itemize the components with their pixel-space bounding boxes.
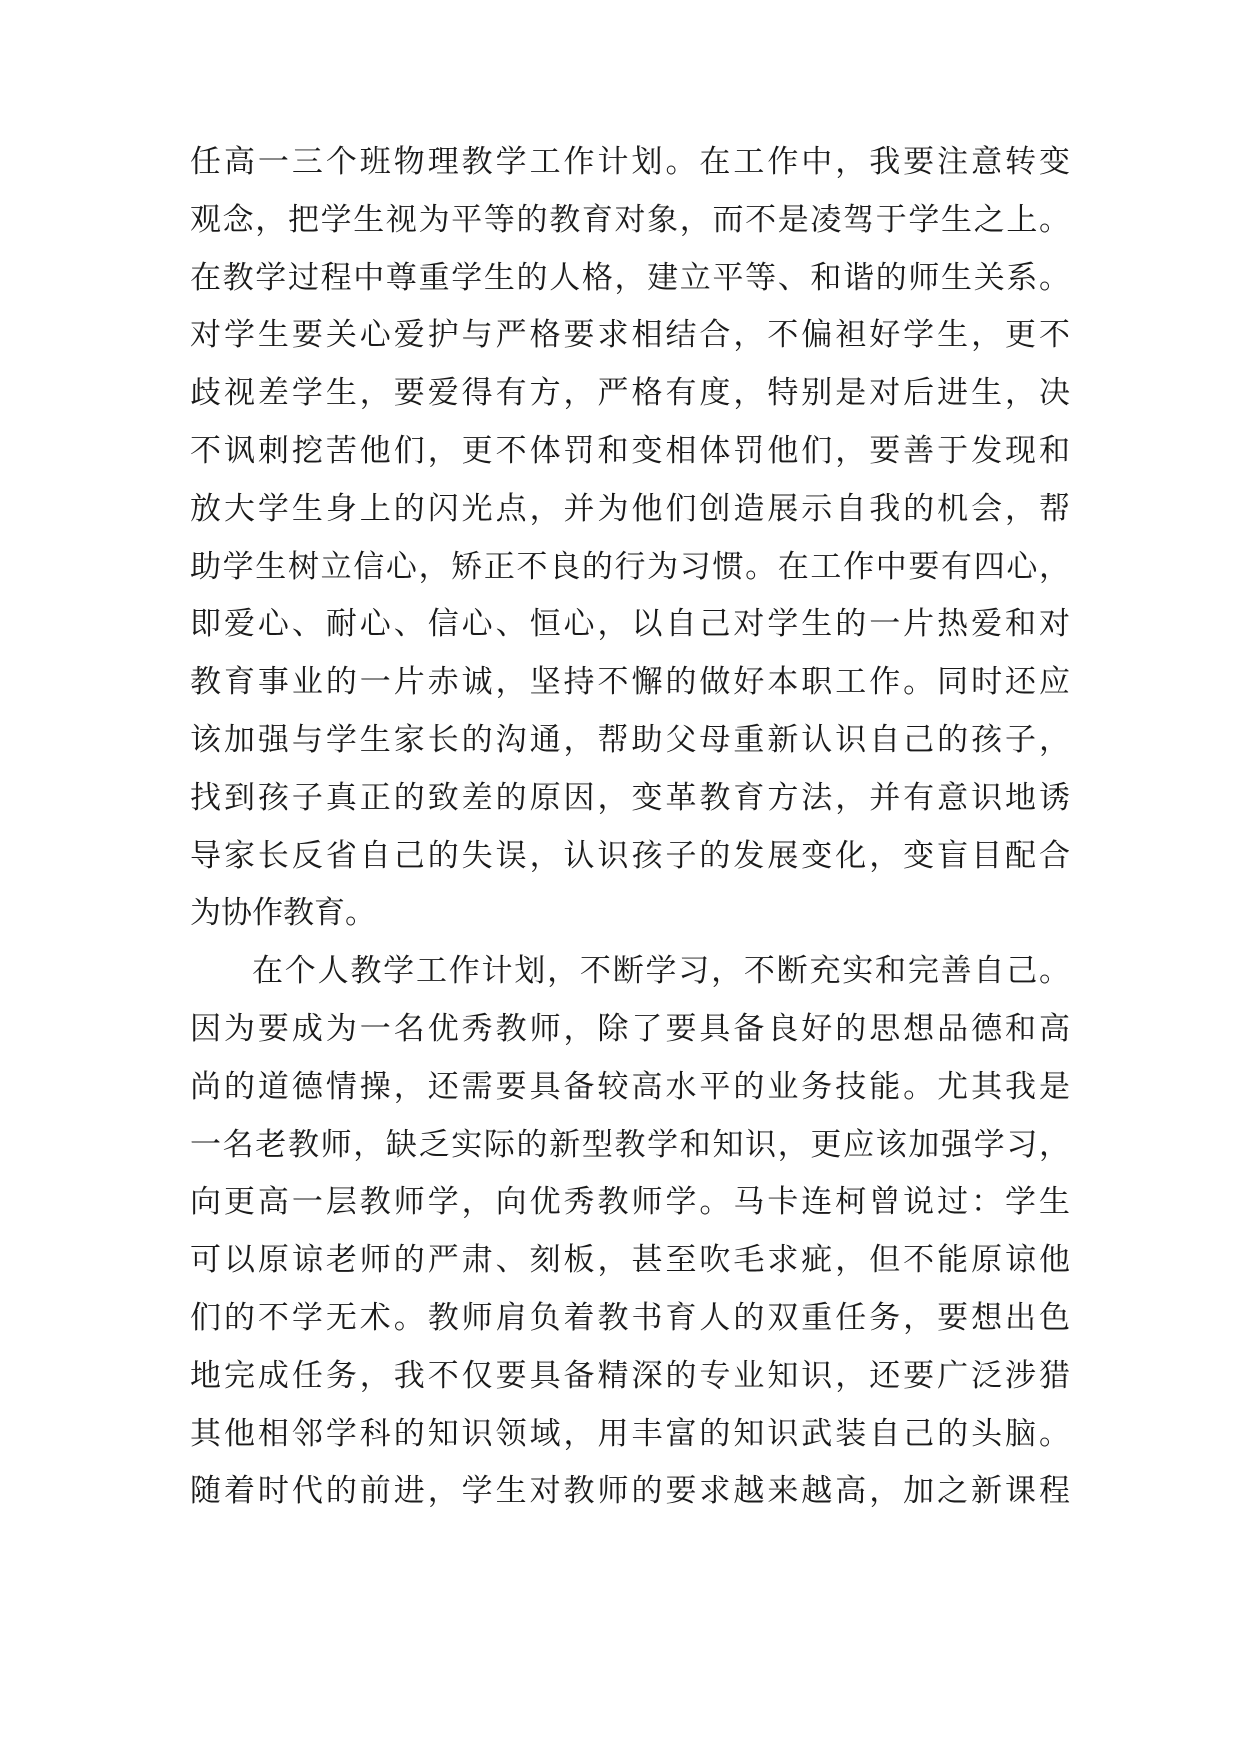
text-line: 该加强与学生家长的沟通，帮助父母重新认识自己的孩子， xyxy=(190,721,1070,758)
text-line: 助学生树立信心，矫正不良的行为习惯。在工作中要有四心， xyxy=(190,548,1070,585)
text-line: 放大学生身上的闪光点，并为他们创造展示自我的机会，帮 xyxy=(190,490,1070,527)
text-line: 教育事业的一片赤诚，坚持不懈的做好本职工作。同时还应 xyxy=(190,664,1070,701)
text-line: 导家长反省自己的失误，认识孩子的发展变化，变盲目配合 xyxy=(190,837,1070,874)
text-line: 尚的道德情操，还需要具备较高水平的业务技能。尤其我是 xyxy=(190,1068,1070,1105)
text-line: 随着时代的前进，学生对教师的要求越来越高，加之新课程 xyxy=(190,1473,1070,1510)
body-text xyxy=(190,134,1070,1521)
text-line: 地完成任务，我不仅要具备精深的专业知识，还要广泛涉猎 xyxy=(190,1357,1070,1394)
text-line: 歧视差学生，要爱得有方，严格有度，特别是对后进生，决 xyxy=(190,375,1070,412)
text-line: 们的不学无术。教师肩负着教书育人的双重任务，要想出色 xyxy=(190,1299,1070,1336)
paragraph-start-line: 在个人教学工作计划，不断学习，不断充实和完善自己。 xyxy=(252,953,1070,990)
text-line: 其他相邻学科的知识领域，用丰富的知识武装自己的头脑。 xyxy=(190,1415,1070,1452)
text-line: 因为要成为一名优秀教师，除了要具备良好的思想品德和高 xyxy=(190,1010,1070,1047)
text-line: 在教学过程中尊重学生的人格，建立平等、和谐的师生关系。 xyxy=(190,259,1070,296)
text-line: 可以原谅老师的严肃、刻板，甚至吹毛求疵，但不能原谅他 xyxy=(190,1242,1070,1279)
text-line: 观念，把学生视为平等的教育对象，而不是凌驾于学生之上。 xyxy=(190,201,1070,238)
text-line: 即爱心、耐心、信心、恒心，以自己对学生的一片热爱和对 xyxy=(190,606,1070,643)
text-line: 任高一三个班物理教学工作计划。在工作中，我要注意转变 xyxy=(190,144,1070,180)
text-line: 对学生要关心爱护与严格要求相结合，不偏袒好学生，更不 xyxy=(190,317,1070,354)
text-line: 不讽刺挖苦他们，更不体罚和变相体罚他们，要善于发现和 xyxy=(190,432,1070,469)
text-line: 一名老教师，缺乏实际的新型教学和知识，更应该加强学习， xyxy=(190,1126,1070,1163)
text-line: 向更高一层教师学，向优秀教师学。马卡连柯曾说过：学生 xyxy=(190,1184,1070,1221)
paragraph-end-line: 为协作教育。 xyxy=(190,895,376,932)
text-line: 找到孩子真正的致差的原因，变革教育方法，并有意识地诱 xyxy=(190,779,1070,816)
